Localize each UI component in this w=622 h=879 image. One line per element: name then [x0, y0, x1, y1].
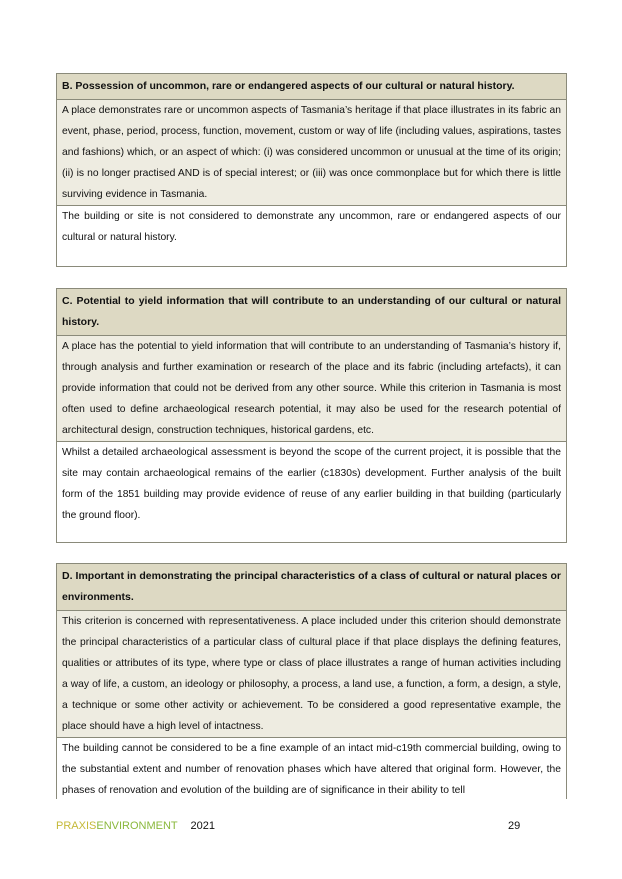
criterion-b-assessment: The building or site is not considered to demonstrate any uncommon, rare or endangered aspects of our cultural or natural history.: [57, 206, 566, 248]
criterion-c-heading: C. Potential to yield information that will contribute to an understanding of our cultural or natural history.: [57, 289, 566, 336]
criterion-c-definition: A place has the potential to yield information that will contribute to an understanding of Tasmania’s history if, through analysis and further examination or research of the place and its fabric (including artefacts), it can provide information that could not be derived from any other source. While this criterion in Tasmania is most often used to define archaeological research potential, it may also be used for the research potential of architectural design, construction techniques, historical gardens, etc.: [57, 336, 566, 442]
criterion-b-table: [56, 73, 567, 267]
criterion-d-heading: D. Important in demonstrating the principal characteristics of a class of cultural or natural places or environments.: [57, 564, 566, 611]
brand-environment: ENVIRONMENT: [96, 820, 178, 832]
footer-year: 2021: [190, 820, 215, 832]
criterion-b-heading: B. Possession of uncommon, rare or endangered aspects of our cultural or natural history.: [57, 74, 566, 100]
criterion-c-table: [56, 288, 567, 543]
criterion-d-definition: This criterion is concerned with representativeness. A place included under this criterion should demonstrate the principal characteristics of a particular class of cultural place if that place displays the defining features, qualities or attributes of its type, where type or class of place illustrates a range of human activities including a way of life, a custom, an ideology or philosophy, a process, a land use, a function, a form, a design, a style, a technique or some other activity or achievement. To be considered a good representative example, the place should have a high level of intactness.: [57, 611, 566, 738]
criterion-d-table: [56, 563, 567, 799]
brand-praxis: PRAXIS: [56, 820, 97, 832]
criterion-d-assessment: The building cannot be considered to be a fine example of an intact mid-c19th commercial building, owing to the substantial extent and number of renovation phases which have altered that original form. However, the phases of renovation and evolution of the building are of significance in their ability to tell: [57, 738, 566, 802]
page-number: 29: [508, 820, 521, 832]
criterion-b-definition: A place demonstrates rare or uncommon aspects of Tasmania’s heritage if that place illustrates in its fabric an event, phase, period, process, function, movement, custom or way of life (including values, aspirations, tastes and fashions) which, or an aspect of which: (i) was considered uncommon or unusual at the time of its origin; (ii) is no longer practised AND is of special interest; or (iii) was once commonplace but for which there is little surviving evidence in Tasmania.: [57, 100, 566, 206]
footer-brand: [56, 820, 215, 832]
criterion-c-assessment: Whilst a detailed archaeological assessment is beyond the scope of the current project, it is possible that the site may contain archaeological remains of the earlier (c1830s) development. Further analysis of the built form of the 1851 building may provide evidence of reuse of any earlier building in that building (particularly the ground floor).: [57, 442, 566, 526]
